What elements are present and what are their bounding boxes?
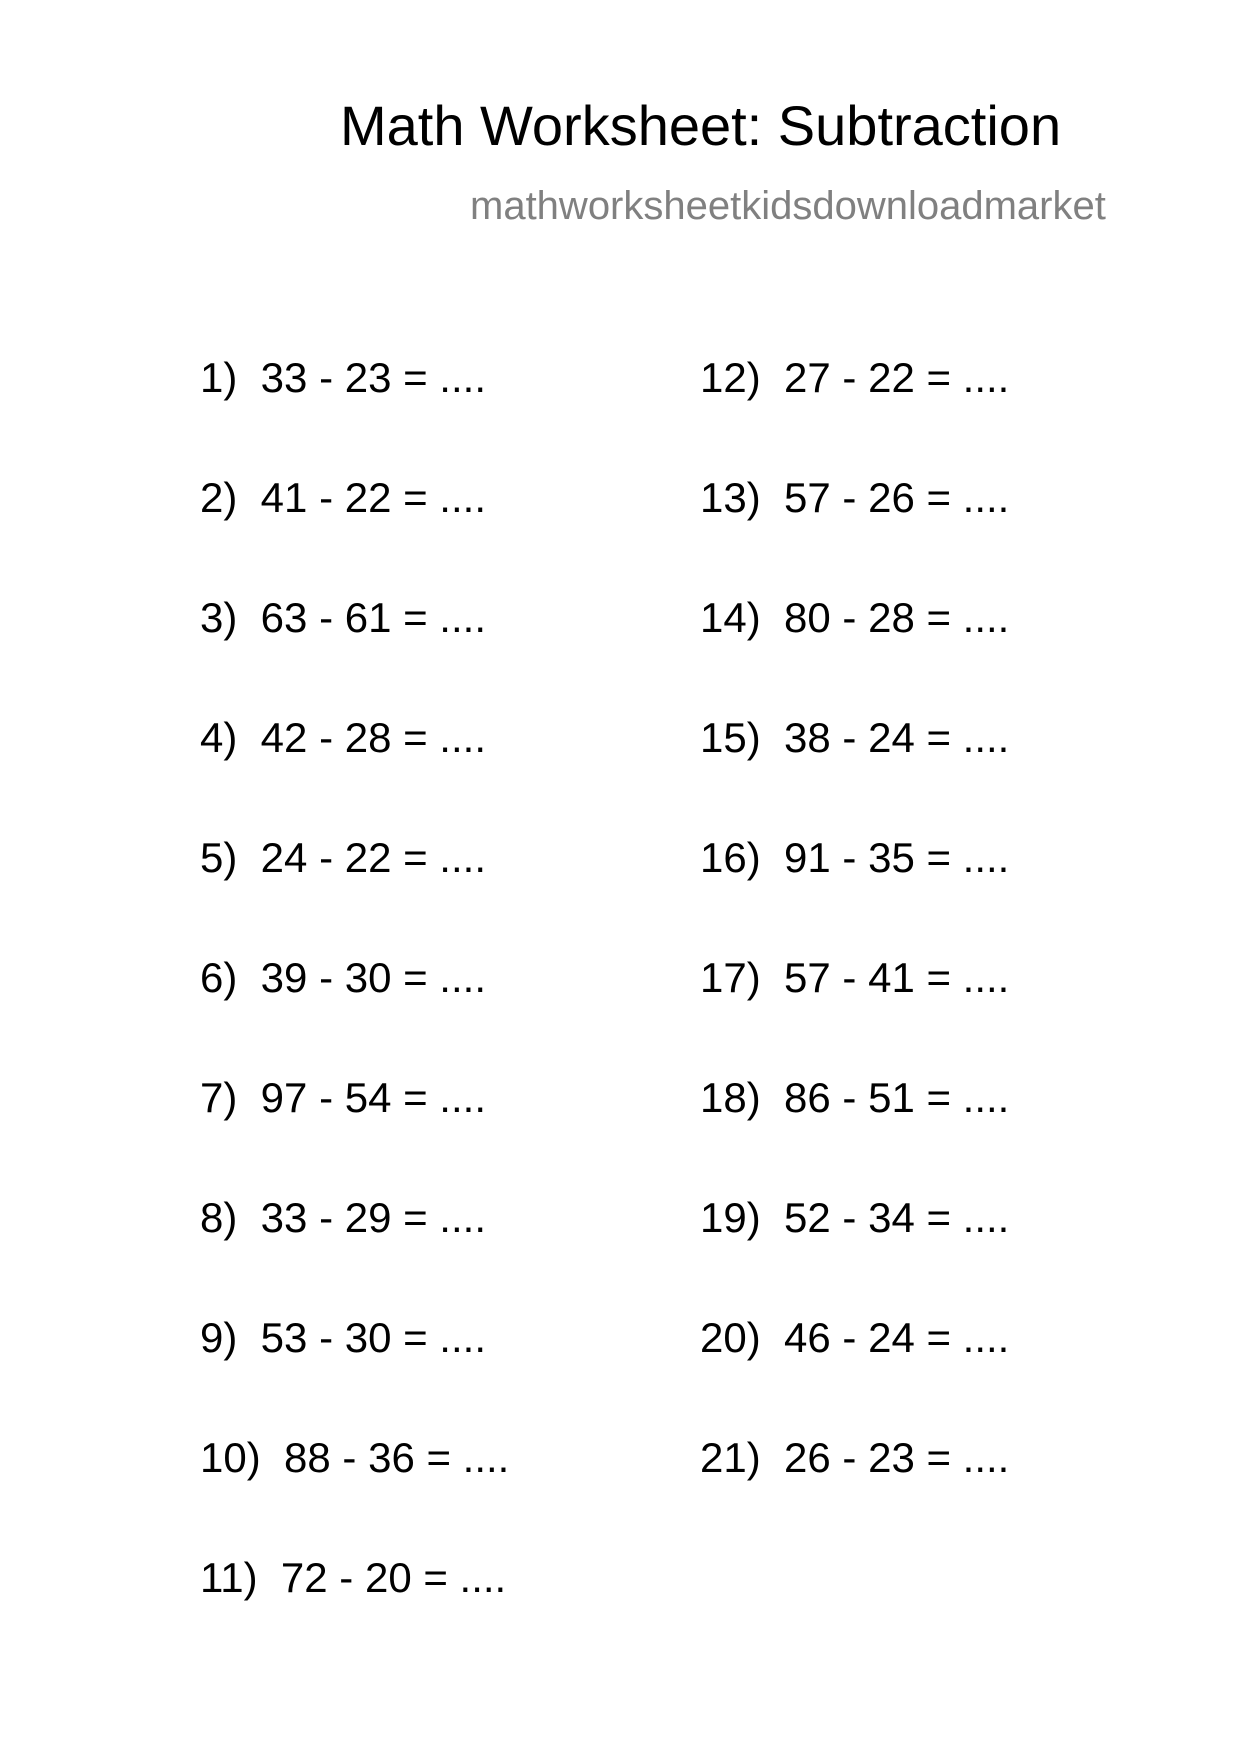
worksheet-watermark: mathworksheetkidsdownloadmarket <box>470 184 1106 228</box>
problem-19: 19) 52 - 34 = .... <box>700 1194 1010 1241</box>
problem-17: 17) 57 - 41 = .... <box>700 954 1010 1001</box>
problems-column-right <box>700 354 1009 1554</box>
problem-5: 5) 24 - 22 = .... <box>200 834 486 881</box>
problem-10: 10) 88 - 36 = .... <box>200 1434 510 1481</box>
problem-8: 8) 33 - 29 = .... <box>200 1194 486 1241</box>
problem-4: 4) 42 - 28 = .... <box>200 714 486 761</box>
problem-11: 11) 72 - 20 = .... <box>200 1554 507 1601</box>
problem-9: 9) 53 - 30 = .... <box>200 1314 486 1361</box>
problem-21: 21) 26 - 23 = .... <box>700 1434 1010 1481</box>
problem-3: 3) 63 - 61 = .... <box>200 594 486 641</box>
problem-7: 7) 97 - 54 = .... <box>200 1074 486 1121</box>
problem-12: 12) 27 - 22 = .... <box>700 354 1010 401</box>
problem-15: 15) 38 - 24 = .... <box>700 714 1010 761</box>
problem-1: 1) 33 - 23 = .... <box>200 354 486 401</box>
problems-column-left <box>200 354 509 1674</box>
problem-2: 2) 41 - 22 = .... <box>200 474 486 521</box>
problem-13: 13) 57 - 26 = .... <box>700 474 1010 521</box>
problem-6: 6) 39 - 30 = .... <box>200 954 486 1001</box>
problem-16: 16) 91 - 35 = .... <box>700 834 1010 881</box>
problem-20: 20) 46 - 24 = .... <box>700 1314 1010 1361</box>
problem-14: 14) 80 - 28 = .... <box>700 594 1010 641</box>
worksheet-title: Math Worksheet: Subtraction <box>340 94 1062 157</box>
problem-18: 18) 86 - 51 = .... <box>700 1074 1010 1121</box>
